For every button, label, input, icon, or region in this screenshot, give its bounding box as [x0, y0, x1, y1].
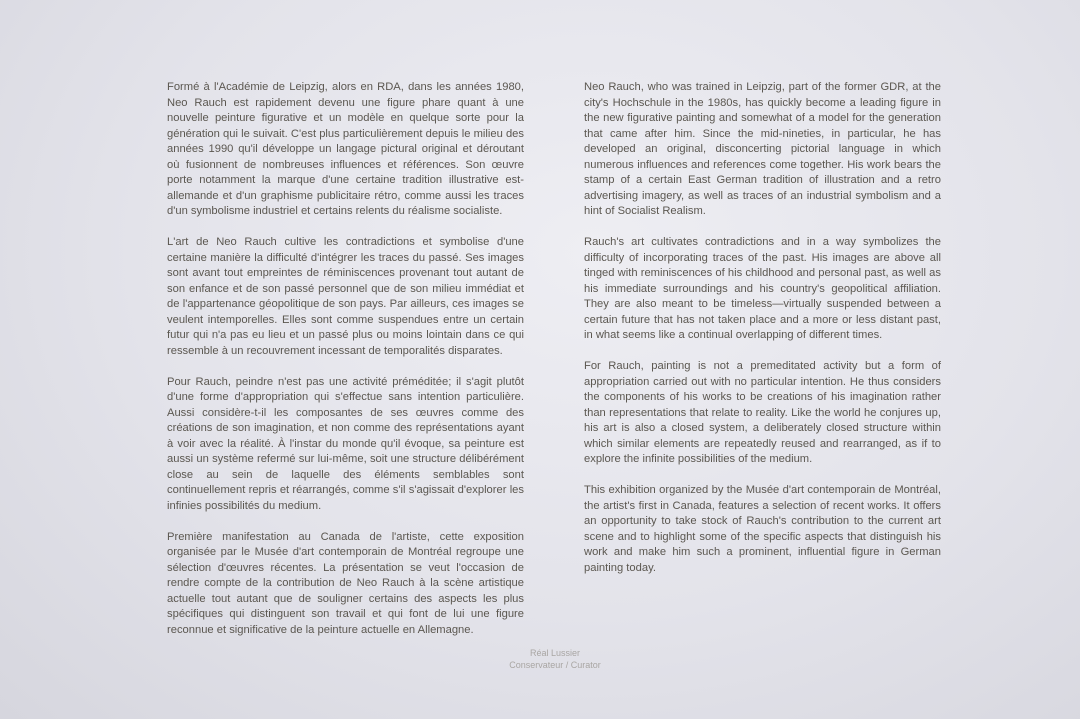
curator-name: Réal Lussier [529, 648, 581, 658]
french-paragraph-1: Formé à l'Académie de Leipzig, alors en RDA, dans les années 1980, Neo Rauch est rapidement devenu une figure phare quant à une nouvelle peinture figurative et un modèle en quelque sorte pour la génération qui le suivait. C'est plus particulièrement depuis le milieu des années 1990 qu'il développe un langage pictural original et déroutant où fusionnent de nombreuses influences et références. Son œuvre porte notamment la marque d'une certaine tradition illustrative est-allemande et d'un graphisme publicitaire rétro, comme aussi les traces d'un symbolisme industriel et certains relents du réalisme socialiste. [167, 81, 524, 217]
english-paragraph-4: This exhibition organized by the Musée d'art contemporain de Montréal, the artist's first in Canada, features a selection of recent works. It offers an opportunity to take stock of Rauch's contribution to the current art scene and to highlight some of the specific aspects that distinguish his work and make him such a prominent, influential figure in German painting today. [584, 484, 941, 574]
french-paragraph-4: Première manifestation au Canada de l'artiste, cette exposition organisée par le Musée d'art contemporain de Montréal regroupe une sélection d'œuvres récentes. La présentation se veut l'occasion de rendre compte de la contribution de Neo Rauch à la scène artistique actuelle tout autant que de souligner certains des aspects les plus spécifiques qui distinguent son travail et qui font de lui une figure reconnue et significative de la peinture actuelle en Allemagne. [167, 530, 524, 636]
french-paragraph-3: Pour Rauch, peindre n'est pas une activité préméditée; il s'agit plutôt d'une forme d'appropriation qui s'effectue sans intention particulière. Aussi considère-t-il les composantes de ses œuvres comme des créations de son imagination, et non comme des représentations ayant à voir avec la réalité. À l'instar du monde qu'il évoque, sa peinture est aussi un système refermé sur lui-même, soit une structure délibérément close au sein de laquelle des éléments semblables sont continuellement repris et réarrangés, comme s'il s'agissait d'explorer les infinies possibilités du medium. [167, 375, 524, 512]
curator-title: Conservateur / Curator [509, 660, 601, 670]
french-text-column [167, 80, 524, 654]
english-text-column [584, 80, 941, 592]
french-paragraph-2: L'art de Neo Rauch cultive les contradictions et symbolise d'une certaine manière la difficulté d'intégrer les traces du passé. Ses images sont avant tout empreintes de réminiscences provenant tout autant de son enfance et de son passé personnel que de son milieu immédiat et de l'appartenance géopolitique de son pays. Par ailleurs, ces images se veulent intemporelles. Elles sont comme suspendues entre un certain futur qui n'a pas eu lieu et un passé plus ou moins lointain dans ce qui ressemble à un recouvrement incessant de temporalités disparates. [167, 236, 524, 357]
english-paragraph-3: For Rauch, painting is not a premeditated activity but a form of appropriation carried out with no particular intention. He thus considers the components of his works to be creations of his imagination rather than representations that relate to reality. Like the world he conjures up, his art is also a closed system, a deliberately closed structure within which similar elements are repeatedly reused and rearranged, as if to explore the infinite possibilities of the medium. [584, 360, 941, 465]
english-paragraph-1: Neo Rauch, who was trained in Leipzig, part of the former GDR, at the city's Hochschule in the 1980s, has quickly become a leading figure in the new figurative painting and somewhat of a model for the generation that came after him. Since the mid-nineties, in particular, he has developed an original, disconcerting pictorial language in which numerous influences and references come together. His work bears the stamp of a certain East German tradition of illustration and a retro advertising imagery, as well as traces of an industrial symbolism and a hint of Socialist Realism. [584, 81, 941, 217]
curator-signature [490, 647, 620, 671]
english-paragraph-2: Rauch's art cultivates contradictions and in a way symbolizes the difficulty of incorporating traces of the past. His images are above all tinged with reminiscences of his childhood and personal past, as well as his immediate surroundings and his country's geopolitical affiliation. They are also meant to be timeless—virtually suspended between a certain future that has not taken place and a more or less distant past, in what seems like a continual overlapping of different times. [584, 236, 941, 341]
